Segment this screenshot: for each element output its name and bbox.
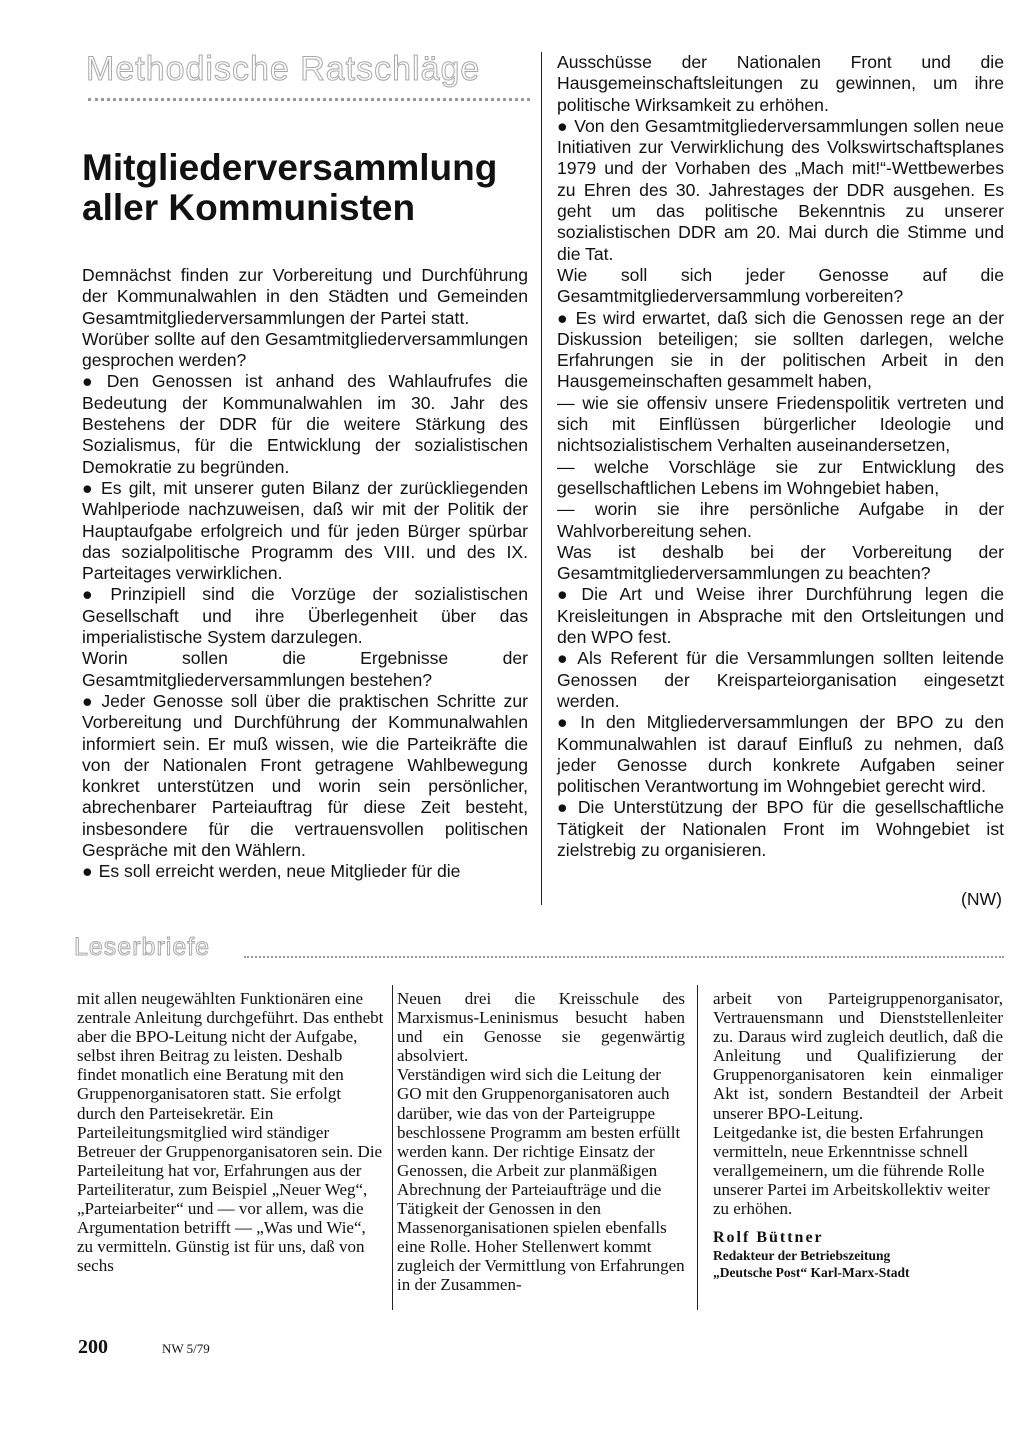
paragraph: Ausschüsse der Nationalen Front und die Hausgemeinschaftsleitungen zu gewinnen, um ihre politische Wirksamkeit zu erhöhen. — [557, 52, 1004, 115]
letter-paragraph: Neuen drei die Kreisschule des Marxismus-Leninismus besucht haben und ein Genosse sie gegenwärtig absolviert. — [397, 989, 685, 1066]
dash-item: — welche Vorschläge sie zur Entwicklung des gesellschaftlichen Lebens im Wohngebiet haben, — [557, 456, 1004, 498]
bullet-paragraph: ● In den Mitgliederversammlungen der BPO zu den Kommunalwahlen ist darauf Einfluß zu nehmen, daß jeder Genosse durch konkrete Aufgaben seiner politischen Verantwortung im Wohngebiet gerecht wird. — [557, 712, 1004, 797]
paragraph: Demnächst finden zur Vorbereitung und Durchführung der Kommunalwahlen in den Städten und Gemeinden Gesamtmitgliederversammlungen der Partei statt. — [82, 265, 528, 328]
letter-paragraph: Leitgedanke ist, die besten Erfahrungen vermitteln, neue Erkenntnisse schnell verallgemeinern, um die führende Rolle unserer Partei im Arbeitskollektiv weiter zu erhöhen. — [713, 1122, 990, 1219]
section-header-methodische: Methodische Ratschläge — [86, 50, 481, 88]
author-role-line1: Redakteur der Betriebszeitung — [713, 1248, 891, 1264]
dash-item: — worin sie ihre persönliche Aufgabe in der Wahlvorbereitung sehen. — [557, 499, 1004, 541]
letter-paragraph: arbeit von Parteigruppenorganisator, Vertrauensmann und Dienststellenleiter zu. Daraus wird zugleich deutlich, daß die Anleitung und Qualifizierung der Gruppenorganisatoren kein einmaliger Akt ist, sondern Bestandteil der Arbeit unserer BPO-Leitung. — [713, 989, 1003, 1123]
letter-paragraph: mit allen neugewählten Funktionären eine zentrale Anleitung durchgeführt. Das enthebt aber die BPO-Leitung nicht der Aufgabe, selbst ihren Beitrag zu leisten. Deshalb findet monatlich eine Beratung mit den Gruppenorganisatoren statt. Sie erfolgt durch den Parteisekretär. Ein Parteileitungsmitglied wird ständiger Betreuer der Gruppenorganisatoren sein. Die Parteileitung hat vor, Erfahrungen aus der Parteiliteratur, zum Beispiel „Neuer Weg“, „Parteiarbeiter“ und — vor allem, was die Argumentation betrifft — „Was und Wie“, zu vermitteln. Günstig ist für uns, daß von sechs — [77, 989, 384, 1276]
bullet-paragraph: ● Es soll erreicht werden, neue Mitglieder für die — [82, 861, 528, 882]
article-signature: (NW) — [960, 889, 1002, 909]
question-heading: Worin sollen die Ergebnisse der Gesamtmitgliederversammlungen bestehen? — [82, 648, 528, 690]
bullet-paragraph: ● Die Unterstützung der BPO für die gesellschaftliche Tätigkeit der Nationalen Front im Wohngebiet ist zielstrebig zu organisieren. — [557, 797, 1004, 861]
letters-column-1 — [77, 989, 384, 1275]
bullet-paragraph: ● Von den Gesamtmitgliederversammlungen sollen neue Initiativen zur Verwirklichung des Volkswirtschaftsplanes 1979 und der Vorhaben des „Mach mit!“-Wettbewerbes zu Ehren des 30. Jahrestages der DDR ausgehen. Es geht um das politische Bekenntnis zu unserer sozialistischen DDR am 20. Mai durch die Stimme und die Tat. — [557, 116, 1004, 265]
bullet-paragraph: ● Jeder Genosse soll über die praktischen Schritte zur Vorbereitung und Durchführung der Kommunalwahlen informiert sein. Er muß wissen, wie die Parteikräfte die von der Nationalen Front getragene Wahlbewegung konkret unterstützen und worin sein persönlicher, abrechenbarer Parteiauftrag für diese Zeit besteht, insbesondere für die vertrauensvollen politischen Gespräche mit den Wählern. — [82, 691, 528, 861]
question-heading: Wie soll sich jeder Genosse auf die Gesamtmitgliederversammlung vorbereiten? — [557, 264, 1004, 307]
bullet-paragraph: ● Es wird erwartet, daß sich die Genossen rege an der Diskussion beteiligen; sie sollten darlegen, welche Erfahrungen sie in der politischen Arbeit in den Hausgemeinschaften gesammelt haben, — [557, 308, 1004, 393]
issue-label: NW 5/79 — [162, 1341, 210, 1356]
bullet-paragraph: ● Den Genossen ist anhand des Wahlaufrufes die Bedeutung der Kommunalwahlen im 30. Jahr des Bestehens der DDR für die weitere Stärkung des Sozialismus, für die Entwicklung der sozialistischen Demokratie zu begründen. — [82, 371, 528, 477]
column-divider — [541, 52, 542, 905]
section-header-rule-bottom — [244, 956, 1004, 958]
letters-divider — [697, 985, 698, 1310]
bullet-paragraph: ● Es gilt, mit unserer guten Bilanz der zurückliegenden Wahlperiode nachzuweisen, daß wir mit der Politik der Hauptaufgabe erfolgreich und für jeden Bürger spürbar das sozialpolitische Programm des VIII. und des IX. Parteitages verwirklichen. — [82, 478, 528, 584]
question-heading: Worüber sollte auf den Gesamtmitgliederversammlungen gesprochen werden? — [82, 328, 528, 371]
page-number: 200 — [78, 1336, 108, 1358]
letter-paragraph: Verständigen wird sich die Leitung der GO mit den Gruppenorganisatoren auch darüber, wie das von der Parteigruppe beschlossene Programm am besten erfüllt werden kann. Der richtige Einsatz der Genossen, die Arbeit zur planmäßigen Abrechnung der Parteiaufträge und die Tätigkeit der Genossen in den Massenorganisationen spielen ebenfalls eine Rolle. Hoher Stellenwert kommt zugleich der Vermittlung von Erfahrungen in der Zusammen- — [397, 1065, 685, 1295]
bullet-paragraph: ● Die Art und Weise ihrer Durchführung legen die Kreisleitungen in Absprache mit den Ortsleitungen und den WPO fest. — [557, 584, 1004, 648]
letters-column-2 — [397, 989, 685, 1295]
article-title-line1: Mitgliederversammlung — [82, 147, 498, 188]
section-header-rule-top — [88, 98, 530, 101]
author-role-line2: „Deutsche Post“ Karl-Marx-Stadt — [713, 1265, 910, 1281]
letters-divider — [392, 985, 393, 1310]
letters-column-3 — [713, 989, 1003, 1281]
bullet-paragraph: ● Als Referent für die Versammlungen sollten leitende Genossen der Kreisparteiorganisation eingesetzt werden. — [557, 648, 1004, 712]
article-title — [82, 148, 497, 228]
article-title-line2: aller Kommunisten — [82, 187, 416, 228]
author-block — [713, 1228, 1003, 1281]
dash-item: — wie sie offensiv unsere Friedenspolitik vertreten und sich mit Einflüssen bürgerlicher Ideologie und nichtsozialistischem Verhalten auseinandersetzen, — [557, 392, 1004, 456]
bullet-paragraph: ● Prinzipiell sind die Vorzüge der sozialistischen Gesellschaft und ihre Überlegenheit über das imperialistische System darzulegen. — [82, 584, 528, 648]
author-name: Rolf Büttner — [713, 1229, 824, 1247]
question-heading: Was ist deshalb bei der Vorbereitung der Gesamtmitgliederversammlungen zu beachten? — [557, 541, 1004, 584]
article-right-column — [557, 52, 1004, 861]
article-left-column — [82, 265, 528, 883]
section-header-leserbriefe: Leserbriefe — [74, 933, 211, 961]
